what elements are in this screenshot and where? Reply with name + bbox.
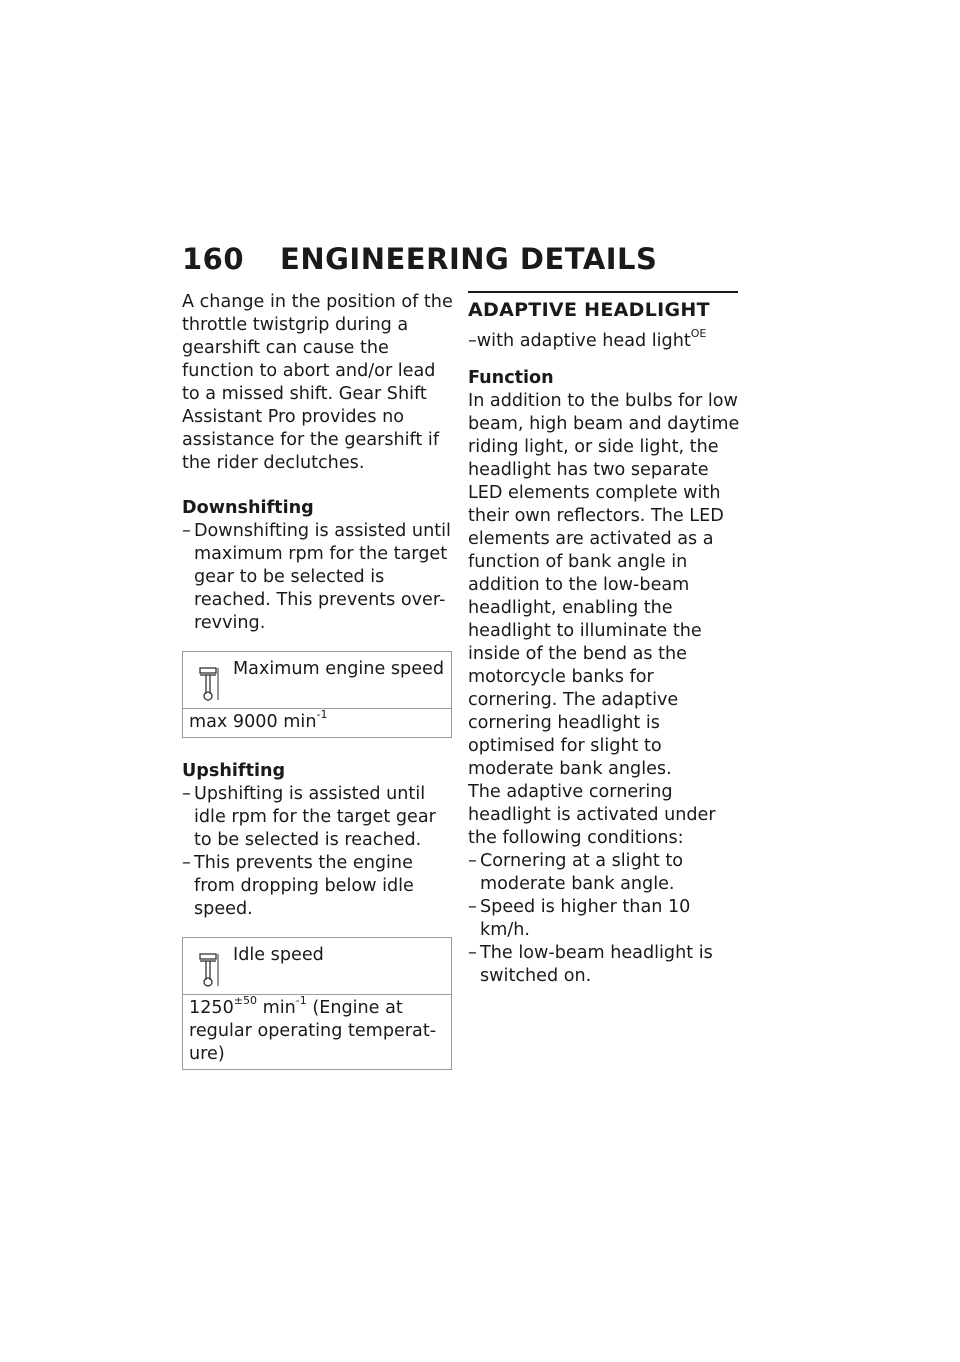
conditions-list [468, 850, 744, 988]
list-item: – The low-beam headlight is switched on. [468, 943, 713, 986]
list-item: – Cornering at a slight to moderate bank angle. [468, 851, 684, 894]
page-number: 160 [182, 242, 245, 276]
list-item: – Downshifting is assisted until maximum rpm for the target gear to be selected is reached. This prevents over-revving. [182, 521, 451, 633]
intro-paragraph: A change in the position of the throttle twistgrip during a gearshift can cause the function to abort and/or lead to a missed shift. Gear Shift Assistant Pro provides no assistance for the gearshift if the rider declutches. [182, 292, 453, 473]
idle-speed-spec [182, 937, 452, 1070]
conditions-intro: The adaptive cornering headlight is activated under the following conditions: [468, 782, 716, 848]
piston-icon [197, 666, 219, 702]
spec-label: Idle speed [233, 945, 324, 965]
function-heading: Function [468, 368, 554, 388]
piston-icon [197, 952, 219, 988]
section-rule [468, 291, 738, 293]
downshifting-list [182, 520, 454, 635]
function-text: In addition to the bulbs for low beam, high beam and daytime riding light, or side light, the headlight has two separate LED elements complete with their own reflectors. The LED elements are activated as a function of bank angle in addition to the low-beam headlight, enabling the headlight to illuminate the inside of the bend as the motorcycle banks for cornering. The adaptive cornering headlight is optimised for slight to moderate bank angles. [468, 391, 740, 779]
list-item: – This prevents the engine from dropping below idle speed. [182, 853, 414, 919]
downshifting-heading: Downshifting [182, 498, 314, 518]
upshifting-heading: Upshifting [182, 761, 286, 781]
list-item: – Upshifting is assisted until idle rpm for the target gear to be selected is reached. [182, 784, 436, 850]
left-column [182, 291, 454, 1070]
right-column [468, 291, 744, 988]
chapter-title: ENGINEERING DETAILS [280, 242, 658, 276]
list-item: – Speed is higher than 10 km/h. [468, 897, 691, 940]
section-heading: ADAPTIVE HEADLIGHT [468, 299, 710, 321]
spec-value: max 9000 $\min^{-1}$ [189, 708, 328, 732]
spec-label: Maximum engine speed [233, 659, 445, 679]
page-header [182, 242, 742, 276]
upshifting-list [182, 783, 454, 921]
option-line: –with adaptive head light$^{OE}$ [468, 327, 707, 351]
spec-value: $1250^{\pm 50}$ $\min^{-1}$ (Engine at regular operating temperature) [189, 994, 437, 1064]
max-engine-speed-spec [182, 651, 452, 738]
